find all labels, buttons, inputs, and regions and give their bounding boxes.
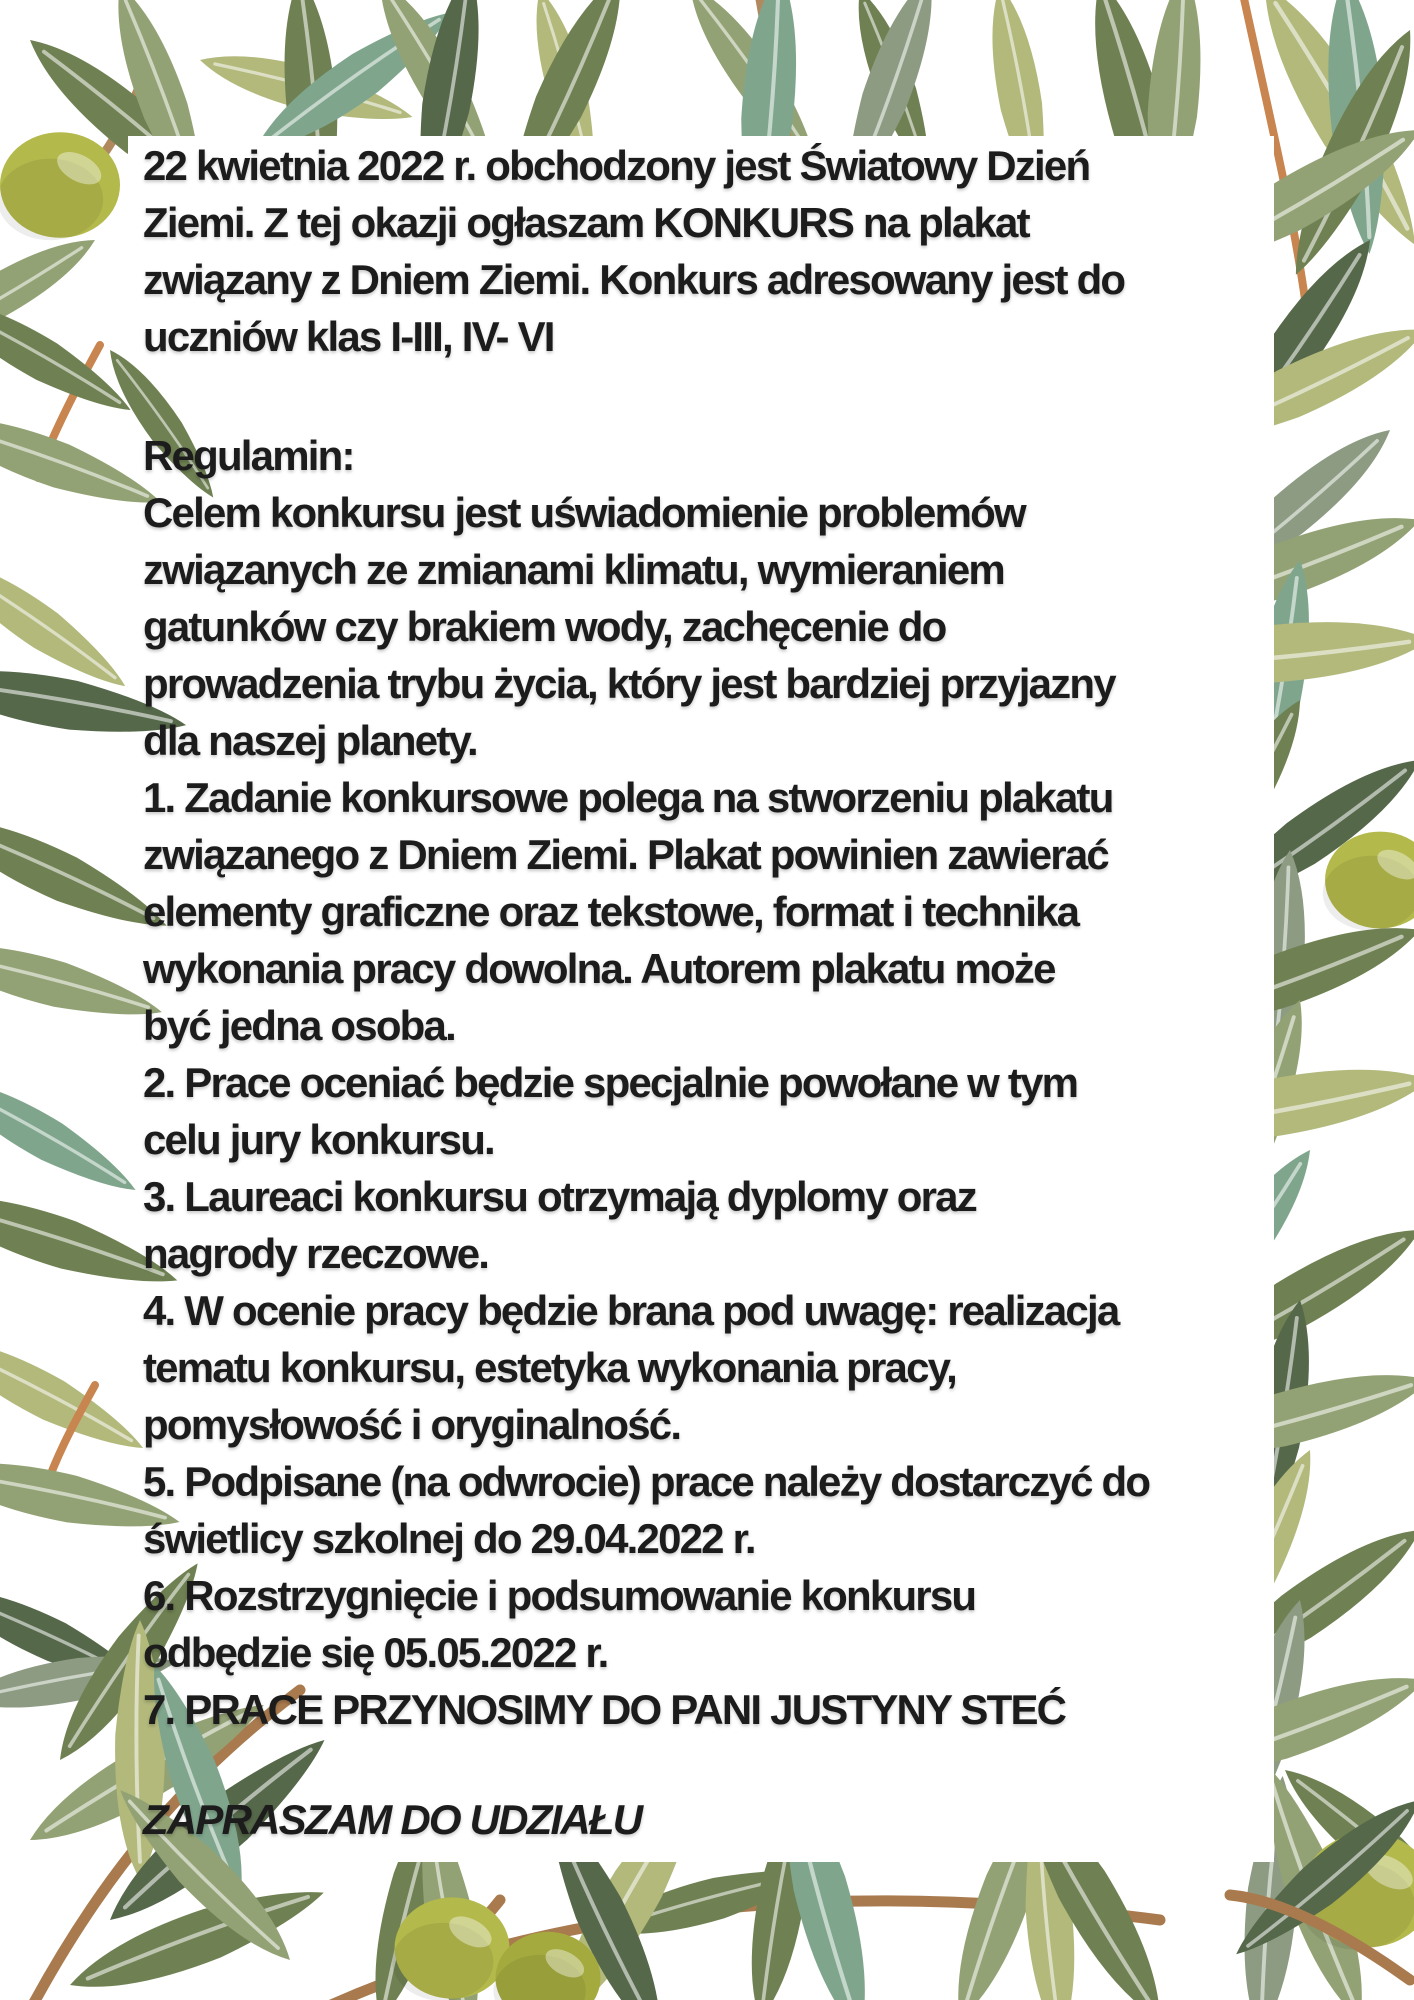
paragraph-gap [143, 1738, 1149, 1791]
rules-line: dla naszej planety. [143, 717, 477, 764]
intro-line: związany z Dniem Ziemi. Konkurs adresowany jest do [143, 256, 1125, 303]
rules-line: nagrody rzeczowe. [143, 1230, 489, 1277]
poster-text [143, 137, 1149, 1848]
rules-line: celu jury konkursu. [143, 1116, 494, 1163]
paragraph-gap [143, 365, 1149, 427]
rules-line: być jedna osoba. [143, 1002, 455, 1049]
intro-line: 22 kwietnia 2022 r. obchodzony jest Światowy Dzień [143, 142, 1090, 189]
rules-heading: Regulamin: [143, 432, 354, 479]
rules-line: wykonania pracy dowolna. Autorem plakatu może [143, 945, 1055, 992]
rules-line: 4. W ocenie pracy będzie brana pod uwagę: realizacja [143, 1287, 1119, 1334]
rules-line: 5. Podpisane (na odwrocie) prace należy dostarczyć do [143, 1458, 1150, 1505]
rules-line: związanych ze zmianami klimatu, wymieraniem [143, 546, 1004, 593]
rules-line: świetlicy szkolnej do 29.04.2022 r. [143, 1515, 755, 1562]
rules-line: odbędzie się 05.05.2022 r. [143, 1629, 608, 1676]
intro-line: Ziemi. Z tej okazji ogłaszam KONKURS na plakat [143, 199, 1029, 246]
rules-line: prowadzenia trybu życia, który jest bardziej przyjazny [143, 660, 1115, 707]
rules-line: elementy graficzne oraz tekstowe, format i technika [143, 888, 1079, 935]
rules-line: 1. Zadanie konkursowe polega na stworzeniu plakatu [143, 774, 1113, 821]
rules-line: 6. Rozstrzygnięcie i podsumowanie konkursu [143, 1572, 976, 1619]
rules-line: 2. Prace oceniać będzie specjalnie powołane w tym [143, 1059, 1078, 1106]
closing-line: ZAPRASZAM DO UDZIAŁU [143, 1796, 642, 1843]
rules-line: tematu konkursu, estetyka wykonania pracy, [143, 1344, 956, 1391]
rules-line: pomysłowość i oryginalność. [143, 1401, 681, 1448]
rules-line: 3. Laureaci konkursu otrzymają dyplomy oraz [143, 1173, 976, 1220]
olive-leaf [0, 1062, 146, 1209]
rules-line: 7. PRACE PRZYNOSIMY DO PANI JUSTYNY STEĆ [143, 1686, 1066, 1733]
intro-line: uczniów klas I-III, IV- VI [143, 313, 554, 360]
rules-line: gatunków czy brakiem wody, zachęcenie do [143, 603, 946, 650]
olive-leaf [0, 1321, 153, 1468]
rules-line: Celem konkursu jest uświadomienie problemów [143, 489, 1025, 536]
rules-line: związanego z Dniem Ziemi. Plakat powinien zawierać [143, 831, 1108, 878]
